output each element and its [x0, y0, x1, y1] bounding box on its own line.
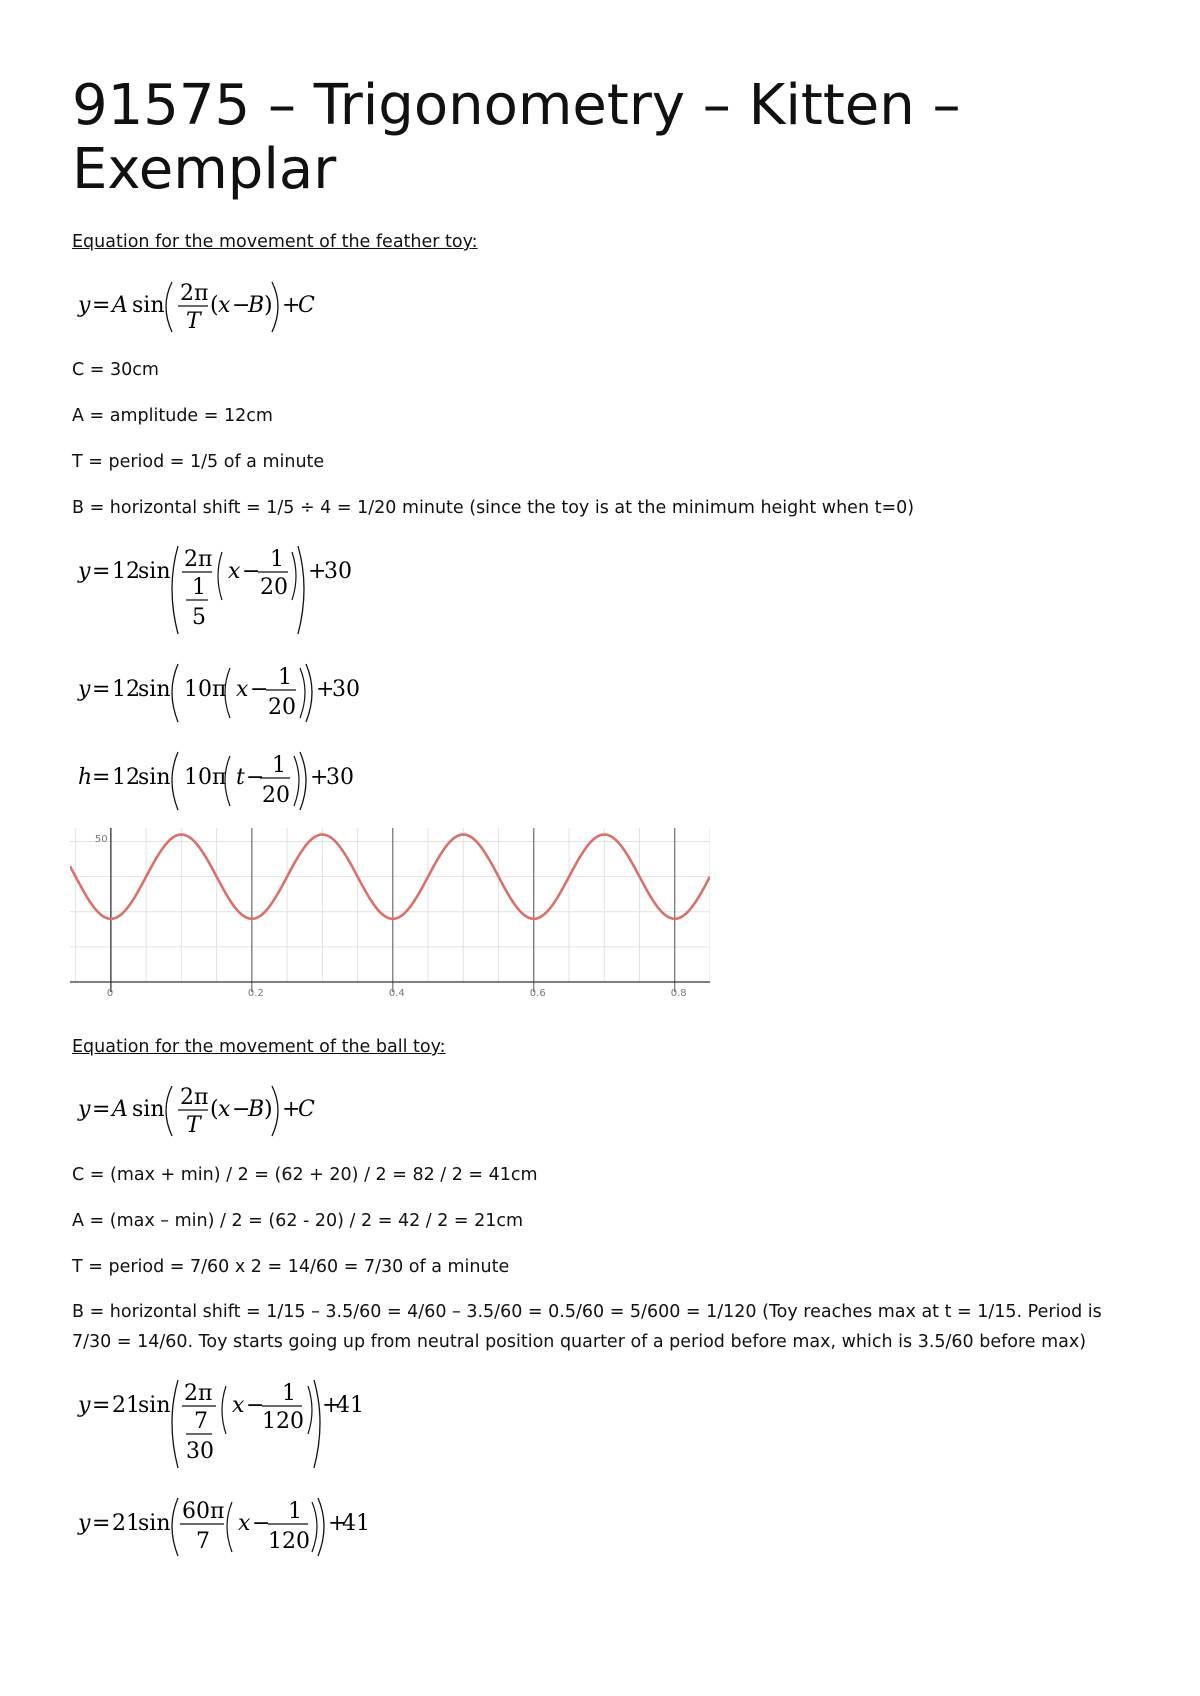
eq-num: 2π	[184, 547, 213, 572]
paren-inner-right	[312, 1502, 317, 1552]
feather-line-b: B = horizontal shift = 1/5 ÷ 4 = 1/20 minute (since the toy is at the minimum height when t=0)	[72, 498, 915, 518]
eq-coef: 12	[112, 765, 140, 790]
eq-coef: 12	[112, 677, 140, 702]
paren-inner-right	[308, 1386, 312, 1434]
eq-minus: −	[246, 1393, 265, 1418]
eq-sin: sin	[132, 1097, 165, 1122]
eq-minus: −	[242, 559, 261, 584]
eq-minus: −	[246, 765, 265, 790]
paren-right	[306, 664, 312, 722]
eq-den-num: 1	[192, 575, 206, 600]
paren-left	[172, 664, 178, 722]
paren-inner-open: (	[210, 293, 219, 318]
x-tick-label: 0.6	[529, 988, 546, 999]
ball-heading	[72, 1037, 446, 1057]
y-tick-label: 50	[94, 834, 108, 845]
paren-right	[272, 282, 278, 332]
eq-y: y	[78, 1097, 91, 1122]
eq-lhs: y	[78, 1393, 91, 1418]
eq-b-num: 1	[270, 547, 284, 572]
eq-sin: sin	[138, 1393, 171, 1418]
x-tick-label: 0	[106, 988, 114, 999]
feather-heading-colon: :	[471, 232, 478, 252]
eq-x: x	[228, 559, 241, 584]
eq-plus: +	[282, 293, 301, 318]
eq-sin: sin	[132, 293, 165, 318]
eq-equals: =	[92, 765, 111, 790]
eq-c: 30	[324, 559, 352, 584]
x-tick-label: 0.4	[388, 988, 405, 999]
ball-heading-colon: :	[439, 1037, 446, 1057]
eq-c: 30	[326, 765, 354, 790]
eq-t: t	[236, 765, 245, 790]
paren-left	[166, 282, 172, 332]
eq-equals: =	[92, 293, 111, 318]
paren-inner-right	[300, 668, 305, 718]
eq-x: x	[218, 293, 231, 318]
feather-line-t: T = period = 1/5 of a minute	[72, 452, 325, 472]
eq-sin: sin	[138, 559, 171, 584]
paren-right	[298, 546, 304, 634]
feather-heading	[72, 232, 478, 252]
eq-plus: +	[308, 559, 327, 584]
eq-x: x	[218, 1097, 231, 1122]
eq-lhs: y	[78, 677, 91, 702]
paren-inner-left	[218, 552, 222, 600]
eq-num: 2π	[184, 1381, 213, 1406]
eq-lhs: y	[78, 559, 91, 584]
paren-inner-left	[227, 1502, 232, 1552]
eq-lhs: h	[78, 765, 93, 790]
eq-den-den: 5	[192, 605, 206, 630]
eq-den-den: 30	[186, 1439, 214, 1464]
eq-plus: +	[282, 1097, 301, 1122]
equation-feather-3	[72, 746, 392, 816]
feather-line-a: A = amplitude = 12cm	[72, 406, 273, 426]
x-tick-label: 0.2	[247, 988, 264, 999]
eq-num: 60π	[182, 1499, 225, 1524]
eq-minus: −	[250, 677, 269, 702]
eq-B: B	[248, 293, 265, 318]
paren-inner-right	[292, 552, 296, 600]
ball-line-t: T = period = 7/60 x 2 = 14/60 = 7/30 of a minute	[72, 1257, 510, 1277]
eq-b-den: 20	[262, 783, 290, 808]
eq-x: x	[236, 677, 249, 702]
eq-plus: +	[310, 765, 329, 790]
eq-C: C	[298, 1097, 315, 1122]
eq-b-num: 1	[272, 753, 286, 778]
eq-b-den: 120	[268, 1529, 310, 1554]
page-title: 91575 – Trigonometry – Kitten – Exemplar	[72, 73, 961, 202]
eq-equals: =	[92, 1511, 111, 1536]
ball-line-b: B = horizontal shift = 1/15 – 3.5/60 = 4/60 – 3.5/60 = 0.5/60 = 5/600 = 1/120 (Toy reaches max at t = 1/15. Period is 7/30 = 14/60. Toy starts going up from neutral position quarter of a period before max, which is 3.5/60 before max)	[72, 1302, 1102, 1352]
eq-b-num: 1	[278, 665, 292, 690]
eq-lhs: y	[78, 1511, 91, 1536]
sine-graph	[70, 828, 710, 1006]
eq-den-num: 7	[194, 1409, 208, 1434]
eq-coef: 21	[112, 1511, 140, 1536]
paren-right	[300, 752, 306, 810]
paren-left	[172, 1498, 178, 1556]
eq-den: T	[186, 309, 201, 334]
ball-heading-text: Equation for the movement of the ball toy	[72, 1037, 440, 1057]
eq-sin: sin	[138, 1511, 171, 1536]
paren-left	[166, 1086, 172, 1136]
equation-general-feather	[72, 276, 392, 336]
eq-b-den: 20	[268, 695, 296, 720]
eq-A: A	[112, 1097, 128, 1122]
paren-inner-right	[294, 756, 299, 806]
eq-den: 7	[196, 1529, 210, 1554]
paren-inner-left	[222, 1386, 226, 1434]
eq-coef: 21	[112, 1393, 140, 1418]
eq-b-num: 1	[282, 1381, 296, 1406]
eq-x: x	[232, 1393, 245, 1418]
eq-den: T	[186, 1113, 201, 1138]
paren-inner-open: (	[210, 1097, 219, 1122]
paren-right	[272, 1086, 278, 1136]
eq-b-den: 120	[262, 1409, 304, 1434]
eq-y: y	[78, 293, 91, 318]
ball-line-a: A = (max – min) / 2 = (62 - 20) / 2 = 42 / 2 = 21cm	[72, 1211, 524, 1231]
eq-plus: +	[316, 677, 335, 702]
eq-k: 10π	[184, 765, 227, 790]
eq-B: B	[248, 1097, 265, 1122]
eq-plus: +	[328, 1511, 347, 1536]
eq-minus: −	[232, 293, 251, 318]
eq-num: 2π	[180, 1085, 209, 1110]
eq-minus: −	[232, 1097, 251, 1122]
eq-sin: sin	[138, 677, 171, 702]
paren-right	[318, 1498, 324, 1556]
equation-feather-1	[72, 540, 392, 640]
eq-num: 2π	[180, 281, 209, 306]
eq-coef: 12	[112, 559, 140, 584]
eq-equals: =	[92, 1097, 111, 1122]
eq-k: 10π	[184, 677, 227, 702]
paren-right	[314, 1380, 320, 1468]
eq-plus: +	[322, 1393, 341, 1418]
equation-ball-1	[72, 1374, 412, 1474]
eq-A: A	[112, 293, 128, 318]
eq-equals: =	[92, 1393, 111, 1418]
eq-sin: sin	[138, 765, 171, 790]
feather-line-c: C = 30cm	[72, 360, 159, 380]
paren-left	[172, 1380, 178, 1468]
eq-equals: =	[92, 559, 111, 584]
ball-line-c: C = (max + min) / 2 = (62 + 20) / 2 = 82 / 2 = 41cm	[72, 1165, 538, 1185]
eq-equals: =	[92, 677, 111, 702]
paren-left	[172, 546, 178, 634]
x-tick-label: 0.8	[670, 988, 687, 999]
eq-c: 41	[336, 1393, 364, 1418]
eq-c: 41	[342, 1511, 370, 1536]
equation-feather-2	[72, 658, 392, 728]
paren-left	[172, 752, 178, 810]
eq-minus: −	[252, 1511, 271, 1536]
paren-inner-close: )	[264, 1097, 273, 1122]
paren-inner-close: )	[264, 293, 273, 318]
feather-heading-text: Equation for the movement of the feather toy	[72, 232, 472, 252]
eq-c: 30	[332, 677, 360, 702]
eq-C: C	[298, 293, 315, 318]
eq-b-den: 20	[260, 575, 288, 600]
eq-b-num: 1	[288, 1499, 302, 1524]
equation-ball-2	[72, 1492, 412, 1562]
equation-general-ball	[72, 1080, 392, 1140]
eq-x: x	[238, 1511, 251, 1536]
